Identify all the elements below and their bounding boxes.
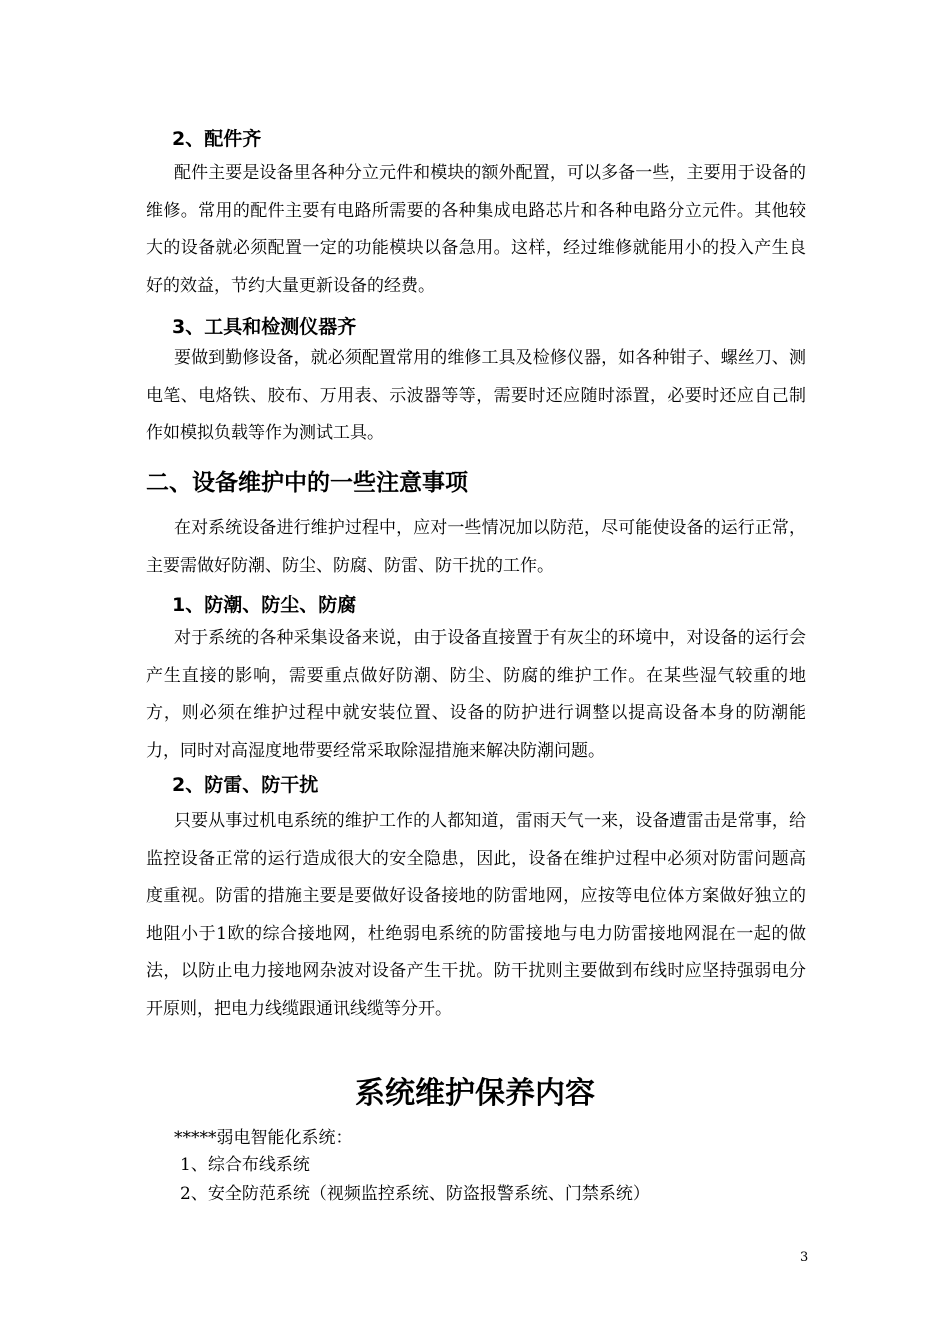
heading-parts: 2、配件齐 <box>172 128 262 150</box>
maintenance-title: 系统维护保养内容 <box>355 1076 595 1111</box>
paragraph-moisture: 对于系统的各种采集设备来说，由于设备直接置于有灰尘的环境中，对设备的运行会产生直接的影响，需要重点做好防潮、防尘、防腐的维护工作。在某些湿气较重的地方，则必须在维护过程中就安装位置、设备的防护进行调整以提高设备本身的防潮能力，同时对高湿度地带要经常采取除湿措施来解决防潮问题。 <box>146 628 806 761</box>
paragraph-tools: 要做到勤修设备，就必须配置常用的维修工具及检修仪器，如各种钳子、螺丝刀、测电笔、电烙铁、胶布、万用表、示波器等等，需要时还应随时添置，必要时还应自己制作如模拟负载等作为测试工具。 <box>146 348 806 443</box>
heading-lightning: 2、防雷、防干扰 <box>172 774 319 796</box>
heading-moisture: 1、防潮、防尘、防腐 <box>172 594 357 616</box>
maintenance-item-2: 2、安全防范系统（视频监控系统、防盗报警系统、门禁系统） <box>180 1184 650 1204</box>
paragraph-notes: 在对系统设备进行维护过程中，应对一些情况加以防范，尽可能使设备的运行正常，主要需做好防潮、防尘、防腐、防雷、防干扰的工作。 <box>146 518 806 576</box>
paragraph-parts: 配件主要是设备里各种分立元件和模块的额外配置，可以多备一些，主要用于设备的维修。常用的配件主要有电路所需要的各种集成电路芯片和各种电路分立元件。其他较大的设备就必须配置一定的功能模块以备急用。这样，经过维修就能用小的投入产生良好的效益，节约大量更新设备的经费。 <box>146 163 806 296</box>
section-heading-notes: 二、设备维护中的一些注意事项 <box>146 470 468 496</box>
page-number: 3 <box>800 1250 809 1265</box>
heading-tools: 3、工具和检测仪器齐 <box>172 316 357 338</box>
maintenance-item-1: 1、综合布线系统 <box>180 1155 310 1175</box>
paragraph-lightning: 只要从事过机电系统的维护工作的人都知道，雷雨天气一来，设备遭雷击是常事，给监控设备正常的运行造成很大的安全隐患，因此，设备在维护过程中必须对防雷问题高度重视。防雷的措施主要是要做好设备接地的防雷地网，应按等电位体方案做好独立的地阻小于1欧的综合接地网，杜绝弱电系统的防雷接地与电力防雷接地网混在一起的做法，以防止电力接地网杂波对设备产生干扰。防干扰则主要做到布线时应坚持强弱电分开原则，把电力线缆跟通讯线缆等分开。 <box>146 811 806 1019</box>
maintenance-intro: *****弱电智能化系统： <box>174 1128 353 1148</box>
